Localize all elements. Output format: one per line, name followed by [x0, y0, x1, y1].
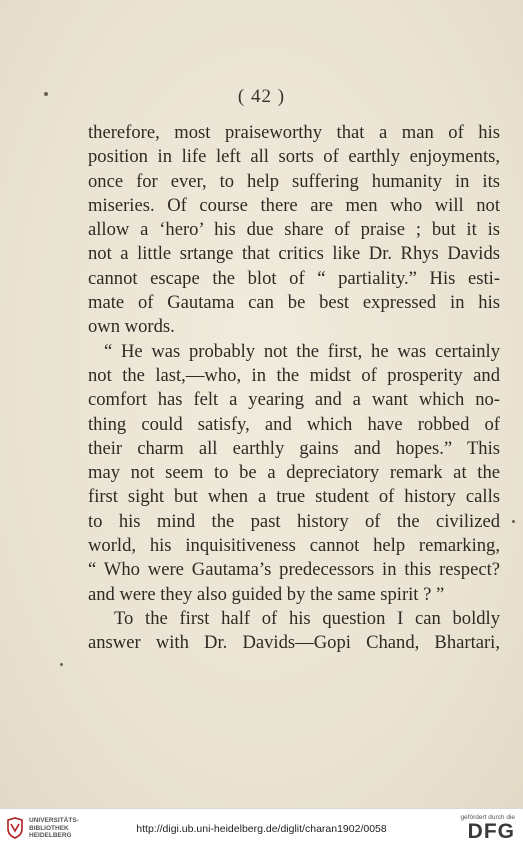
text-line: may not seem to be a depreciatory remark at the: [88, 462, 500, 484]
text-line: cannot escape the blot of “ partiality.” His esti-: [88, 267, 500, 289]
paper-speck: [60, 663, 63, 666]
text-line: therefore, most praiseworthy that a man of his: [88, 122, 500, 143]
text-line: “ He was probably not the first, he was certainly: [104, 340, 500, 362]
page-number: ( 42 ): [237, 86, 286, 107]
text-line: once for ever, to help suffering humanity in its: [88, 170, 500, 192]
text-line: miseries. Of course there are men who will not: [88, 194, 500, 216]
library-name: UNIVERSITÄTS- BIBLIOTHEK HEIDELBERG: [29, 817, 79, 839]
text-line: comfort has felt a yearing and a want which no-: [88, 389, 500, 411]
text-line: answer with Dr. Davids—Gopi Chand, Bhartari,: [88, 632, 500, 654]
text-line: position in life left all sorts of earthly enjoyments,: [88, 146, 500, 168]
dfg-logo[interactable]: [460, 814, 515, 843]
text-line: mate of Gautama can be best expressed in his: [88, 292, 500, 314]
paper-speck: [44, 92, 48, 96]
text-line: world, his inquisitiveness cannot help remarking,: [88, 535, 500, 557]
paper-speck: [512, 520, 515, 523]
dfg-wordmark: DFG: [467, 820, 515, 843]
text-line: To the first half of his question I can boldly: [114, 607, 500, 629]
permalink-url[interactable]: http://digi.ub.uni-heidelberg.de/diglit/charan1902/0058: [136, 823, 387, 835]
text-line: own words.: [88, 316, 175, 338]
text-line: not the last,—who, in the midst of prosperity and: [88, 364, 500, 386]
viewer-footer: [0, 808, 523, 850]
text-line: allow a ‘hero’ his due share of praise ; but it is: [88, 219, 500, 241]
text-line: not a little srtange that critics like Dr. Rhys Davids: [88, 243, 500, 265]
text-line: “ Who were Gautama’s predecessors in this respect?: [88, 559, 500, 581]
body-text: [88, 121, 500, 656]
text-line: to his mind the past history of the civilized: [88, 510, 500, 532]
text-line: and were they also guided by the same spirit ? ”: [88, 583, 445, 605]
funding-caption: gefördert durch die: [460, 814, 515, 821]
text-line: thing could satisfy, and which have robbed of: [88, 413, 500, 435]
text-line: first sight but when a true student of history calls: [88, 486, 500, 508]
text-line: their charm all earthly gains and hopes.” This: [88, 437, 500, 459]
